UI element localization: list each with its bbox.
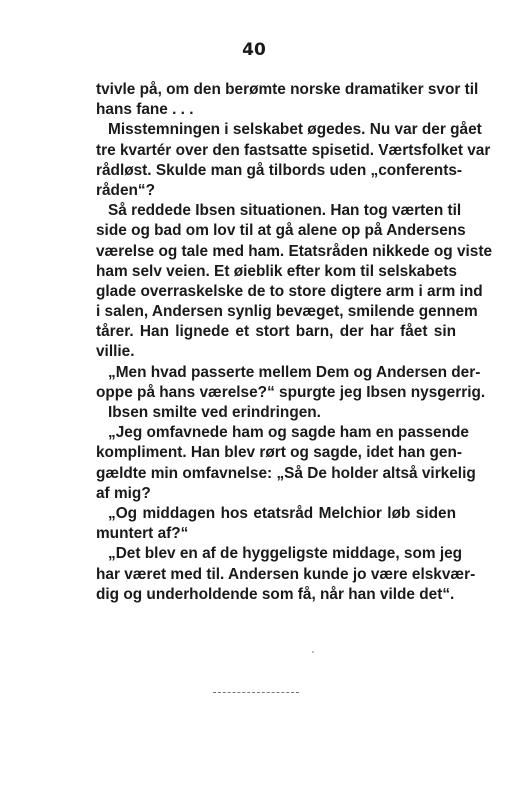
text-line: tårer. Han lignede et stort barn, der har fået sin — [96, 323, 456, 341]
footer-rule — [213, 692, 299, 693]
text-line: ham selv veien. Et øieblik efter kom til selskabets — [96, 262, 457, 280]
text-line: Ibsen smilte ved erindringen. — [108, 404, 321, 421]
text-line: har været med til. Andersen kunde jo være elskvær- — [96, 565, 476, 583]
text-line: af mig? — [96, 484, 151, 502]
text-line: rådløst. Skulde man gå tilbords uden „conferents- — [96, 161, 463, 179]
text-line: værelse og tale med ham. Etatsråden nikkede og viste — [96, 242, 493, 260]
text-line: Så reddede Ibsen situationen. Han tog værten til — [108, 202, 462, 220]
text-line: i salen, Andersen synlig bevæget, smilende gennem — [96, 303, 478, 321]
text-line: oppe på hans værelse?“ spurgte jeg Ibsen nysgerrig. — [96, 383, 486, 401]
text-line: glade overraskelske de to store digtere arm i arm ind — [96, 282, 483, 300]
text-line: villie. — [96, 343, 135, 361]
text-line: Misstemningen i selskabet øgedes. Nu var der gået — [108, 121, 482, 139]
text-line: råden“? — [96, 181, 156, 199]
text-line: tre kvartér over den fastsatte spisetid. Værtsfolket var — [96, 141, 491, 159]
text-line: „Men hvad passerte mellem Dem og Andersen der- — [108, 363, 481, 381]
text-line: side og bad om lov til at gå alene op på Andersens — [96, 222, 466, 240]
text-line: „Og middagen hos etatsråd Melchior løb siden — [108, 504, 456, 522]
text-line: „Det blev en af de hyggeligste middage, som jeg — [108, 545, 463, 563]
text-line: muntert af?“ — [96, 525, 189, 543]
text-line: tvivle på, om den berømte norske dramatiker svor til — [96, 81, 479, 98]
text-line: gældte min omfavnelse: „Så De holder altså virkelig — [96, 464, 476, 482]
text-line: hans fane . . . — [96, 101, 194, 119]
body-text — [96, 80, 493, 605]
text-line: „Jeg omfavnede ham og sagde ham en passende — [108, 424, 469, 442]
print-speck — [312, 651, 314, 653]
page-number: 40 — [242, 40, 266, 60]
text-line: dig og underholdende som få, når han vilde det“. — [96, 585, 455, 603]
text-line: kompliment. Han blev rørt og sagde, idet han gen- — [96, 444, 463, 462]
